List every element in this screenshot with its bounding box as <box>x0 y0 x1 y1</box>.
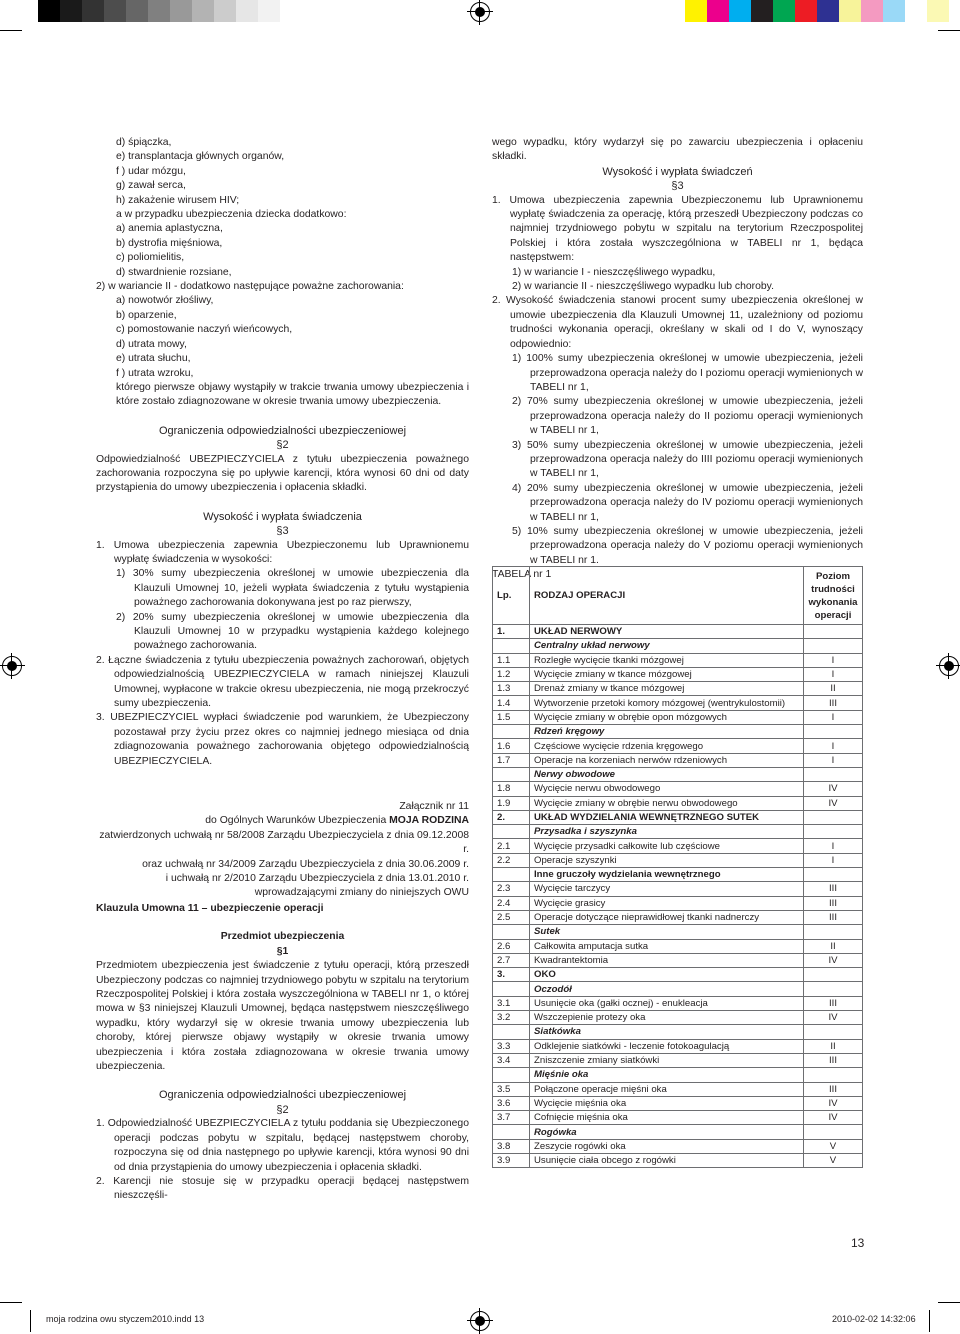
text-line: 3) 50% sumy ubezpieczenia określonej w umowie ubezpieczenia, jeżeli przeprowadzona operacja należy do IIII poziomu operacji wymienionych w TABELI nr 1, <box>512 439 863 480</box>
section-heading: §3 <box>671 180 684 193</box>
row-operation: Rdzeń kręgowy <box>530 725 804 739</box>
row-lp: 2.2 <box>493 853 530 867</box>
table-subsection-row <box>493 925 863 939</box>
row-operation: Siatkówka <box>530 1025 804 1039</box>
crop-mark <box>0 30 22 31</box>
row-operation: Operacje na korzeniach nerwów rdzeniowych <box>530 753 804 767</box>
row-level <box>804 982 863 996</box>
row-level: IV <box>804 953 863 967</box>
row-level: III <box>804 1082 863 1096</box>
row-lp: 3.6 <box>493 1096 530 1110</box>
row-lp: 2. <box>493 810 530 824</box>
row-operation: UKŁAD WYDZIELANIA WEWNĘTRZNEGO SUTEK <box>530 810 804 824</box>
row-operation: Wycięcie przysadki całkowite lub częściowe <box>530 839 804 853</box>
footer-file: moja rodzina owu styczem2010.indd 13 <box>46 1314 205 1324</box>
row-lp <box>493 725 530 739</box>
paragraph-number: §1 <box>276 945 289 957</box>
row-lp: 1.3 <box>493 682 530 696</box>
clause-title: Klauzula Umowna 11 – ubezpieczenie operacji <box>96 903 324 914</box>
row-lp: 3.3 <box>493 1039 530 1053</box>
registration-mark-icon <box>470 2 490 22</box>
row-operation: Wycięcie grasicy <box>530 896 804 910</box>
text-line: a w przypadku ubezpieczenia dziecka dodatkowo: <box>116 209 347 221</box>
row-level: I <box>804 853 863 867</box>
row-operation: Wycięcie tarczycy <box>530 882 804 896</box>
row-level: IV <box>804 796 863 810</box>
row-level: IV <box>804 1011 863 1025</box>
row-level <box>804 925 863 939</box>
row-operation: Wycięcie zmiany w tkance mózgowej <box>530 667 804 681</box>
row-level <box>804 1068 863 1082</box>
text-line <box>96 410 469 424</box>
row-level <box>804 767 863 781</box>
row-lp <box>493 825 530 839</box>
text-line: 1) w wariancie I - nieszczęśliwego wypadku, <box>512 266 716 278</box>
row-operation: Drenaż zmiany w tkance mózgowej <box>530 682 804 696</box>
table-subsection-row <box>493 1025 863 1039</box>
row-level: I <box>804 739 863 753</box>
row-level: IV <box>804 1111 863 1125</box>
product-name: MOJA RODZINA <box>389 815 469 827</box>
table-row <box>493 910 863 924</box>
header-lp: Lp. <box>493 567 530 625</box>
text-line: wego wypadku, który wydarzył się po zawarciu ubezpieczenia i opłaceniu składki. <box>492 137 863 163</box>
section-heading: Ograniczenia odpowiedzialności ubezpieczeniowej <box>158 424 407 437</box>
row-lp: 2.1 <box>493 839 530 853</box>
row-operation: Przysadka i szyszynka <box>530 825 804 839</box>
row-level: I <box>804 667 863 681</box>
annex-block <box>96 800 469 901</box>
crop-mark <box>30 1310 31 1332</box>
row-lp <box>493 982 530 996</box>
row-lp: 1.6 <box>493 739 530 753</box>
table-row <box>493 853 863 867</box>
row-level <box>804 810 863 824</box>
text-line: d) utrata mowy, <box>116 338 187 350</box>
row-lp: 3.8 <box>493 1139 530 1153</box>
annex-line: wprowadzającymi zmiany do niniejszych OWU <box>254 887 469 899</box>
text-line: 2) 70% sumy ubezpieczenia określonej w umowie ubezpieczenia, jeżeli przeprowadzona operacja należy do II poziomu operacji wymienionych w TABELI nr 1, <box>512 396 863 437</box>
row-lp: 3.1 <box>493 996 530 1010</box>
row-operation: Całkowita amputacja sutka <box>530 939 804 953</box>
row-operation: Usunięcie oka (gałki ocznej) - enukleacja <box>530 996 804 1010</box>
row-operation: Wszczepienie protezy oka <box>530 1011 804 1025</box>
row-lp: 1.8 <box>493 782 530 796</box>
section-heading: §2 <box>276 439 289 452</box>
crop-mark <box>938 1302 960 1303</box>
text-line: TABELA nr 1 <box>492 569 552 581</box>
page-number: 13 <box>851 1236 865 1250</box>
table-row <box>493 882 863 896</box>
left-column <box>96 136 469 769</box>
table-row <box>493 782 863 796</box>
row-level: V <box>804 1139 863 1153</box>
annex-line: do Ogólnych Warunków Ubezpieczenia MOJA RODZINA <box>205 815 469 827</box>
row-lp: 3.4 <box>493 1053 530 1067</box>
paragraph-text: 2. Karencji nie stosuje się w przypadku operacji będącej następstwem nieszczęśli- <box>96 1175 469 1202</box>
row-operation: Wycięcie nerwu obwodowego <box>530 782 804 796</box>
table-row <box>493 653 863 667</box>
row-lp: 2.3 <box>493 882 530 896</box>
row-level <box>804 868 863 882</box>
paragraph-text: Przedmiotem ubezpieczenia jest świadczenie z tytułu operacji, którą przeszedł Ubezpieczony podczas co najmniej trzydniowego pobytu w szpitalu na terytorium Rzeczpospolitej Polskiej i która została wyszczególniona w TABELI nr 1, o której mowa w §3 niniejszej Klauzuli Umownej, będąca następstwem nieszczęśliwego wypadku, który wydarzył się w okresie trwania umowy ubezpieczenia lub choroby, której pierwsze objawy wystąpiły w okresie trwania umowy ubezpieczenia i która została zdiagnozowana w okresie trwania umowy ubezpieczenia. <box>96 960 469 1073</box>
row-level: III <box>804 996 863 1010</box>
row-operation: Usunięcie ciała obcego z rogówki <box>530 1153 804 1167</box>
operations-table <box>492 566 863 1168</box>
row-operation: Kwadrantektomia <box>530 953 804 967</box>
row-operation: Oczodół <box>530 982 804 996</box>
table-row <box>493 796 863 810</box>
row-level <box>804 639 863 653</box>
section-heading: Przedmiot ubezpieczenia <box>220 931 345 943</box>
row-lp: 1.5 <box>493 710 530 724</box>
row-level: I <box>804 710 863 724</box>
text-line: 1. Umowa ubezpieczenia zapewnia Ubezpieczonemu lub Uprawnionemu wypłatę świadczenia w wysokości: <box>96 539 469 565</box>
row-level: I <box>804 653 863 667</box>
text-line: f ) udar mózgu, <box>116 165 186 177</box>
text-line: a) anemia aplastyczna, <box>116 223 223 235</box>
row-operation: Odklejenie siatkówki - leczenie fotokoagulacją <box>530 1039 804 1053</box>
row-lp <box>493 868 530 882</box>
row-level: II <box>804 1039 863 1053</box>
table-section-row <box>493 810 863 824</box>
text-line: 1) 30% sumy ubezpieczenia określonej w umowie ubezpieczenia dla Klauzuli Umownej 10, jeżeli wypłata świadczenia z tytułu wystąpienia poważnego zachorowania dokonywana jest po raz pierwszy, <box>116 568 469 609</box>
section-heading: Wysokość i wypłata świadczeń <box>602 165 753 178</box>
table-row <box>493 953 863 967</box>
annex-line: Załącznik nr 11 <box>399 801 469 812</box>
text-line: b) oparzenie, <box>116 309 177 321</box>
table-row <box>493 739 863 753</box>
row-lp: 1.1 <box>493 653 530 667</box>
row-operation: Rozległe wycięcie tkanki mózgowej <box>530 653 804 667</box>
row-level: III <box>804 696 863 710</box>
text-line: 2) w wariancie II - dodatkowo następujące poważne zachorowania: <box>96 281 404 293</box>
row-operation: Częściowe wycięcie rdzenia kręgowego <box>530 739 804 753</box>
text-line: Odpowiedzialność UBEZPIECZYCIELA z tytułu ubezpieczenia poważnego zachorowania rozpoczyna się po upływie karencji, która wynosi 60 dni od daty przystąpienia do umowy ubezpieczenia i opłacenia składki. <box>96 453 469 494</box>
annex-line: zatwierdzonych uchwałą nr 58/2008 Zarządu Ubezpieczyciela z dnia 09.12.2008 r. <box>99 829 469 856</box>
footer-date: 2010-02-02 14:32:06 <box>832 1314 916 1324</box>
table-row <box>493 996 863 1010</box>
annex-line: i uchwałą nr 2/2010 Zarządu Ubezpieczyciela z dnia 13.01.2010 r. <box>165 873 469 885</box>
text-line: d) stwardnienie rozsiane, <box>116 266 232 278</box>
row-operation: Zeszycie rogówki oka <box>530 1139 804 1153</box>
row-level <box>804 1125 863 1139</box>
row-lp: 2.6 <box>493 939 530 953</box>
color-calibration-bar <box>685 0 949 22</box>
text-line: h) zakażenie wirusem HIV; <box>116 194 240 206</box>
text-line: 4) 20% sumy ubezpieczenia określonej w umowie ubezpieczenia, jeżeli przeprowadzona operacja należy do IV poziomu operacji wymienionych w TABELI nr 1, <box>512 482 863 523</box>
row-level: II <box>804 682 863 696</box>
text-line: 1) 100% sumy ubezpieczenia określonej w umowie ubezpieczenia, jeżeli przeprowadzona operacja należy do I poziomu operacji wymienionych w TABELI nr 1, <box>512 353 863 393</box>
text-line: d) śpiączka, <box>116 137 172 148</box>
text-line: b) dystrofia mięśniowa, <box>116 237 223 249</box>
row-lp: 3.5 <box>493 1082 530 1096</box>
annex-line: oraz uchwałą nr 34/2009 Zarządu Ubezpieczyciela z dnia 30.06.2009 r. <box>142 858 469 870</box>
row-level: V <box>804 1153 863 1167</box>
table-section-row <box>493 625 863 639</box>
row-level: IV <box>804 782 863 796</box>
table-row <box>493 710 863 724</box>
row-operation: UKŁAD NERWOWY <box>530 625 804 639</box>
row-operation: Wytworzenie przetoki komory mózgowej (wentrykulostomii) <box>530 696 804 710</box>
table-row <box>493 1153 863 1167</box>
row-level <box>804 1025 863 1039</box>
table-row <box>493 667 863 681</box>
table-row <box>493 896 863 910</box>
row-operation: Centralny układ nerwowy <box>530 639 804 653</box>
row-operation: Mięśnie oka <box>530 1068 804 1082</box>
row-lp: 3.9 <box>493 1153 530 1167</box>
table-row <box>493 753 863 767</box>
table-row <box>493 1096 863 1110</box>
row-lp: 3.2 <box>493 1011 530 1025</box>
row-operation: Zniszczenie zmiany siatkówki <box>530 1053 804 1067</box>
row-level <box>804 825 863 839</box>
section-heading: §3 <box>276 525 289 538</box>
row-lp: 1.2 <box>493 667 530 681</box>
row-lp <box>493 639 530 653</box>
crop-mark <box>938 30 960 31</box>
row-operation: Operacje dotyczące nieprawidłowej tkanki nadnerczy <box>530 910 804 924</box>
text-line: 5) 10% sumy ubezpieczenia określonej w umowie ubezpieczenia, jeżeli przeprowadzona operacja należy do V poziomu operacji wymienionych w TABELI nr 1. <box>512 525 863 566</box>
row-level: III <box>804 1053 863 1067</box>
row-operation: Połączone operacje mięśni oka <box>530 1082 804 1096</box>
text-line <box>96 496 469 510</box>
section-heading: Ograniczenia odpowiedzialności ubezpieczeniowej <box>158 1089 407 1102</box>
table-row <box>493 939 863 953</box>
text-line: 1. Umowa ubezpieczenia zapewnia Ubezpieczonemu lub Uprawnionemu wypłatę świadczenia za operację, którą przeszedł Ubezpieczony podczas co najmniej trzydniowego pobytu w szpitalu na terytorium Rzeczpospolitej Polskiej i która została wyszczególniona w TABELI nr 1, będąca następstwem: <box>492 194 863 264</box>
text-line: c) pomostowanie naczyń wieńcowych, <box>116 324 293 336</box>
text-line: 2) 20% sumy ubezpieczenia określonej w umowie ubezpieczenia dla Klauzuli Umownej 10 w przypadku wystąpienia każdego kolejnego poważnego zachorowania. <box>116 611 469 652</box>
table-header <box>493 567 863 625</box>
row-lp: 1.7 <box>493 753 530 767</box>
table-subsection-row <box>493 825 863 839</box>
row-operation: OKO <box>530 968 804 982</box>
grayscale-bar <box>38 0 280 22</box>
row-lp: 3.7 <box>493 1111 530 1125</box>
text-line: 2. Wysokość świadczenia stanowi procent sumy ubezpieczenia określonej w umowie ubezpieczenia dla Klauzuli Umownej 11, uzależniony od poziomu trudności wykonania operacji, określany w skali od I do V, wynoszący odpowiednio: <box>492 295 863 350</box>
row-level: III <box>804 882 863 896</box>
table-subsection-row <box>493 639 863 653</box>
row-lp: 1.4 <box>493 696 530 710</box>
table-section-row <box>493 868 863 882</box>
row-level <box>804 725 863 739</box>
row-operation: Cofnięcie mięśnia oka <box>530 1111 804 1125</box>
row-level: III <box>804 896 863 910</box>
registration-mark-icon <box>470 1311 490 1331</box>
right-column <box>492 136 863 583</box>
text-line: 2. Łączne świadczenia z tytułu ubezpieczenia poważnych zachorowań, objętych odpowiedzialnością UBEZPIECZYCIELA w ramach niniejszej Klauzuli Umownej, wypłacone w trakcie okresu ubezpieczenia, nie mogą przekroczyć sumy ubezpieczenia. <box>96 654 469 710</box>
row-level: IV <box>804 1096 863 1110</box>
clause-block <box>96 902 469 1204</box>
header-operation: RODZAJ OPERACJI <box>530 567 804 625</box>
row-operation: Wycięcie mięśnia oka <box>530 1096 804 1110</box>
row-operation: Rogówka <box>530 1125 804 1139</box>
row-operation: Nerwy obwodowe <box>530 767 804 781</box>
row-lp <box>493 1025 530 1039</box>
text-line: 3. UBEZPIECZYCIEL wypłaci świadczenie pod warunkiem, że Ubezpieczony pozostawał przy życiu przez okres co najmniej jednego miesiąca od dnia zdiagnozowania poważnego zachorowania objętego odpowiedzialnością UBEZPIECZYCIELA. <box>96 712 469 767</box>
text-line: e) transplantacja głównych organów, <box>116 151 285 163</box>
table-row <box>493 1139 863 1153</box>
text-line: a) nowotwór złośliwy, <box>116 295 214 307</box>
row-level: I <box>804 839 863 853</box>
paragraph-number: §2 <box>276 1103 289 1116</box>
row-level <box>804 968 863 982</box>
row-lp <box>493 1125 530 1139</box>
row-level: II <box>804 939 863 953</box>
table-subsection-row <box>493 725 863 739</box>
row-operation: Operacje szyszynki <box>530 853 804 867</box>
table-row <box>493 1053 863 1067</box>
table-row <box>493 1082 863 1096</box>
table-subsection-row <box>493 767 863 781</box>
row-lp: 3. <box>493 968 530 982</box>
row-lp <box>493 925 530 939</box>
crop-mark <box>0 1302 22 1303</box>
row-operation: Inne gruczoły wydzielania wewnętrznego <box>530 868 804 882</box>
row-lp: 1. <box>493 625 530 639</box>
table-row <box>493 696 863 710</box>
table-subsection-row <box>493 982 863 996</box>
text-line: f ) utrata wzroku, <box>116 367 194 379</box>
registration-mark-icon <box>939 656 959 676</box>
table-subsection-row <box>493 1068 863 1082</box>
row-lp <box>493 1068 530 1082</box>
row-operation: Wycięcie zmiany w obrębie opon mózgowych <box>530 710 804 724</box>
table-subsection-row <box>493 1125 863 1139</box>
row-level: III <box>804 910 863 924</box>
table-section-row <box>493 968 863 982</box>
row-operation: Wycięcie zmiany w obrębie nerwu obwodowego <box>530 796 804 810</box>
section-heading: Wysokość i wypłata świadczenia <box>203 510 362 523</box>
table-row <box>493 682 863 696</box>
crop-mark <box>929 1310 930 1332</box>
text-line: e) utrata słuchu, <box>116 353 191 365</box>
table-row <box>493 1039 863 1053</box>
row-lp <box>493 767 530 781</box>
text-line: 2) w wariancie II - nieszczęśliwego wypadku lub choroby. <box>512 281 774 293</box>
row-lp: 2.7 <box>493 953 530 967</box>
table-row <box>493 1111 863 1125</box>
row-level: I <box>804 753 863 767</box>
row-level <box>804 625 863 639</box>
row-operation: Sutek <box>530 925 804 939</box>
row-lp: 2.5 <box>493 910 530 924</box>
text-line: którego pierwsze objawy wystąpiły w trakcie trwania umowy ubezpieczenia i które zostało zdiagnozowane w okresie trwania umowy ubezpieczenia. <box>116 381 469 408</box>
row-lp: 1.9 <box>493 796 530 810</box>
header-level: Poziom trudności wykonania operacji <box>804 567 863 625</box>
row-lp: 2.4 <box>493 896 530 910</box>
registration-mark-icon <box>2 656 22 676</box>
text-line: c) poliomielitis, <box>116 252 185 264</box>
paragraph-text: 1. Odpowiedzialność UBEZPIECZYCIELA z tytułu poddania się Ubezpieczonego operacji podczas pobytu w szpitalu, będącej następstwem choroby, rozpoczyna się od dnia następnego po upływie karencji, która wynosi 90 dni od dnia przystąpienia do umowy ubezpieczenia i opłacenia składki. <box>96 1118 469 1173</box>
text-line: g) zawał serca, <box>116 180 186 192</box>
table-row <box>493 1011 863 1025</box>
table-row <box>493 839 863 853</box>
